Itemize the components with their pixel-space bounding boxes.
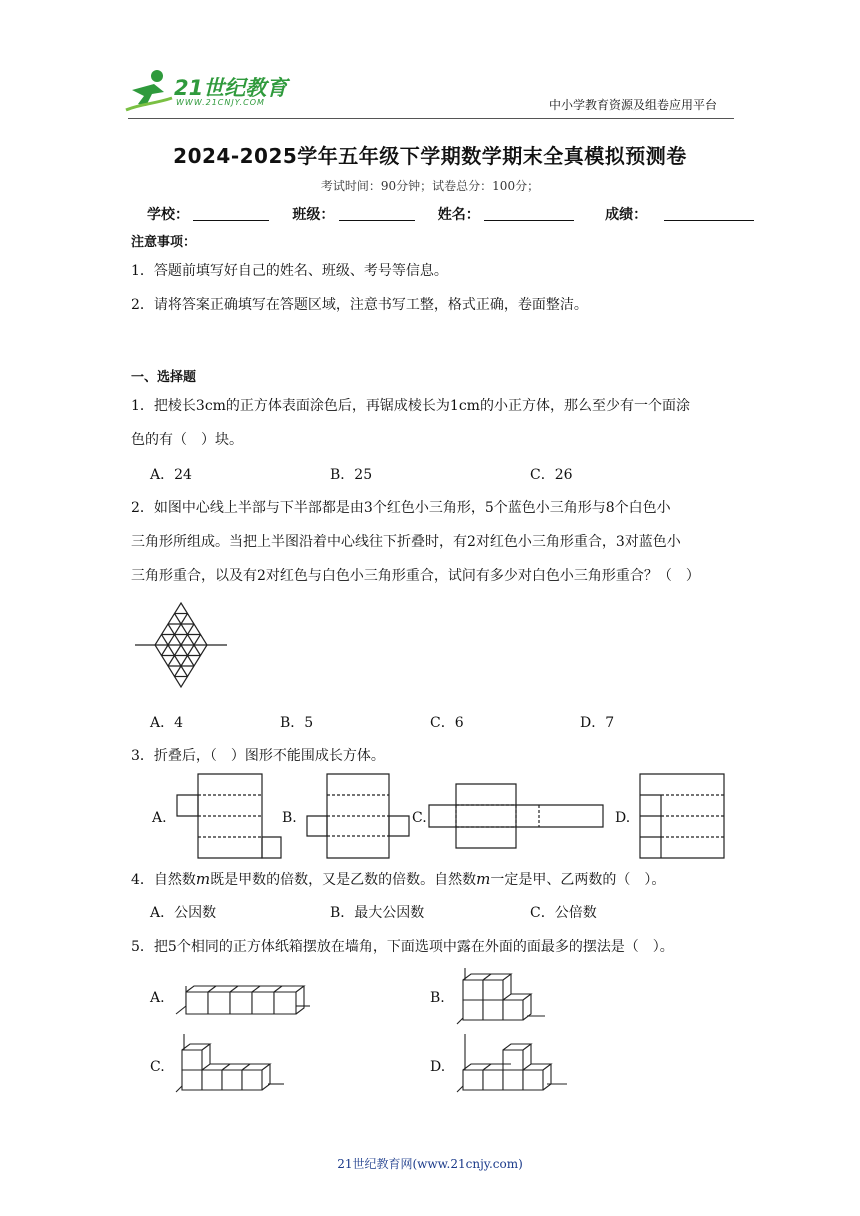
class-blank[interactable] — [339, 206, 415, 221]
note-item: 1．答题前填写好自己的姓名、班级、考号等信息。 — [131, 263, 448, 279]
logo-text: 21世纪教育 — [174, 76, 288, 100]
cube-arrangement-c — [176, 1032, 288, 1094]
header-divider — [128, 118, 734, 119]
q3-option-a[interactable]: A. — [152, 810, 167, 826]
net-figure-a — [176, 773, 282, 859]
exam-title: 2024-2025学年五年级下学期数学期末全真模拟预测卷 — [173, 144, 687, 168]
q3-option-d[interactable]: D. — [615, 810, 631, 826]
school-label: 学校： — [147, 207, 189, 223]
question-1-line2: 色的有（ ）块。 — [131, 432, 243, 448]
runner-logo-icon — [124, 68, 174, 114]
score-blank[interactable] — [664, 206, 754, 221]
cube-arrangement-d — [457, 1032, 571, 1094]
q5-option-c[interactable]: C. — [150, 1059, 165, 1075]
q4-option-c[interactable]: C．公倍数 — [530, 905, 597, 921]
q5-option-a[interactable]: A. — [150, 990, 165, 1006]
q4-option-b[interactable]: B．最大公因数 — [330, 905, 425, 921]
q4-suffix: 一定是甲、乙两数的（ ）。 — [490, 872, 666, 888]
net-figure-b — [306, 773, 410, 859]
q1-option-c[interactable]: C．26 — [530, 467, 573, 483]
q3-option-b[interactable]: B. — [282, 810, 297, 826]
q5-option-b[interactable]: B. — [430, 990, 445, 1006]
notes-heading: 注意事项： — [131, 235, 197, 250]
q4-var-m-2: m — [476, 870, 491, 888]
cube-arrangement-a — [176, 978, 311, 1018]
info-fields — [147, 205, 754, 225]
class-label: 班级： — [292, 207, 335, 223]
question-2-line3: 三角形重合，以及有2对红色与白色小三角形重合，试问有多少对白色小三角形重合？（ ） — [131, 568, 700, 584]
q5-option-d[interactable]: D. — [430, 1059, 446, 1075]
q4-option-a[interactable]: A．公因数 — [150, 905, 217, 921]
question-4 — [131, 869, 665, 890]
exam-subtitle: 考试时间：90分钟；试卷总分：100分； — [320, 179, 540, 193]
question-3: 3．折叠后，（ ）图形不能围成长方体。 — [131, 748, 385, 764]
q2-option-a[interactable]: A．4 — [150, 715, 184, 731]
q1-option-b[interactable]: B．25 — [330, 467, 373, 483]
triangle-rhombus-figure — [135, 601, 227, 691]
question-1-line1: 1．把棱长3cm的正方体表面涂色后，再锯成棱长为1cm的小正方体，那么至少有一个面涂 — [131, 398, 690, 414]
q4-middle: 既是甲数的倍数，又是乙数的倍数。自然数 — [210, 872, 477, 888]
platform-name: 中小学教育资源及组卷应用平台 — [549, 98, 718, 112]
question-2-line2: 三角形所组成。当把上半图沿着中心线往下折叠时，有2对红色小三角形重合，3对蓝色小 — [131, 534, 681, 550]
net-figure-c — [428, 783, 604, 849]
footer-link[interactable]: 21世纪教育网(www.21cnjy.com) — [337, 1157, 523, 1171]
note-item: 2．请将答案正确填写在答题区域，注意书写工整，格式正确，卷面整洁。 — [131, 297, 588, 313]
name-label: 姓名： — [437, 207, 480, 223]
cube-arrangement-b — [457, 964, 547, 1026]
score-label: 成绩： — [605, 207, 648, 223]
question-2-line1: 2．如图中心线上半部与下半部都是由3个红色小三角形，5个蓝色小三角形与8个白色小 — [131, 500, 671, 516]
net-figure-d — [639, 773, 725, 859]
q1-option-a[interactable]: A．24 — [150, 467, 192, 483]
q2-option-c[interactable]: C．6 — [430, 715, 464, 731]
q3-option-c[interactable]: C. — [412, 810, 427, 826]
school-blank[interactable] — [193, 206, 269, 221]
logo — [124, 68, 294, 114]
q4-prefix: 4．自然数 — [131, 872, 196, 888]
q2-option-d[interactable]: D．7 — [580, 715, 615, 731]
q4-var-m: m — [195, 870, 211, 888]
name-blank[interactable] — [484, 206, 574, 221]
section-heading: 一、选择题 — [131, 370, 197, 385]
logo-url: WWW.21CNJY.COM — [176, 98, 265, 107]
q2-option-b[interactable]: B．5 — [280, 715, 314, 731]
question-5: 5．把5个相同的正方体纸箱摆放在墙角，下面选项中露在外面的面最多的摆法是（ ）。 — [131, 939, 674, 955]
